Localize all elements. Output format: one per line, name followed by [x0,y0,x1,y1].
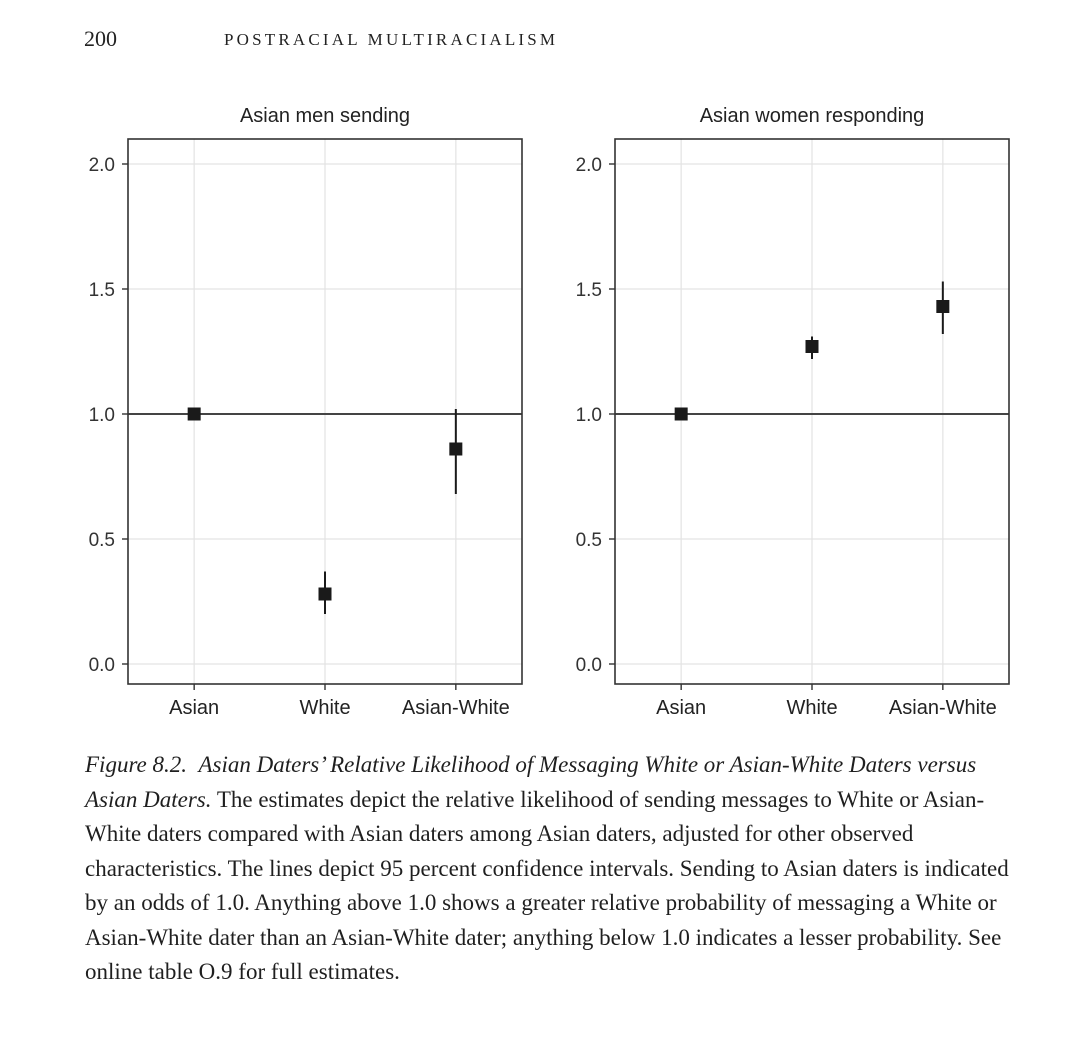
figure-label: Figure 8.2. [85,752,187,777]
data-point [319,588,332,601]
page-header [84,26,1020,56]
figure-charts [0,90,1080,730]
y-tick-label: 0.5 [88,530,115,551]
chart-title: Asian women responding [699,105,925,127]
x-tick-label: Asian [656,697,707,719]
chart-panel-1 [89,105,522,719]
x-tick-label: Asian-White [401,697,510,719]
running-head: POSTRACIAL MULTIRACIALISM [224,30,559,49]
data-point [449,443,462,456]
y-tick-label: 0.0 [88,655,115,676]
figure-caption [85,748,1020,990]
chart-title: Asian men sending [239,105,411,127]
figure-title: Asian Daters’ Relative Likelihood of Messaging White or Asian-White Daters versus Asian Daters. [85,752,977,812]
chart-panel-2 [576,105,1009,719]
data-point [675,408,688,421]
y-tick-label: 1.0 [575,405,602,426]
caption-body: The estimates depict the relative likelihood of sending messages to White or Asian-White daters compared with Asian daters among Asian daters, adjusted for other observed characteristics. The lines depict 95 percent confidence intervals. Sending to Asian daters is indicated by an odds of 1.0. Anything above 1.0 shows a greater relative probability of messaging a White or Asian-White dater than an Asian-White dater; anything below 1.0 indicates a lesser probability. See online table O.9 for full estimates. [85,786,1009,984]
y-tick-label: 1.5 [88,280,115,301]
data-point [806,340,819,353]
x-tick-label: Asian-White [888,697,997,719]
y-tick-label: 1.5 [575,280,602,301]
x-tick-label: White [786,697,838,719]
y-tick-label: 2.0 [575,155,602,176]
data-point [188,408,201,421]
y-tick-label: 0.0 [575,655,602,676]
x-tick-label: Asian [169,697,220,719]
page-number: 200 [84,26,117,51]
y-tick-label: 0.5 [575,530,602,551]
y-tick-label: 1.0 [88,405,115,426]
x-tick-label: White [299,697,351,719]
y-tick-label: 2.0 [88,155,115,176]
data-point [936,300,949,313]
